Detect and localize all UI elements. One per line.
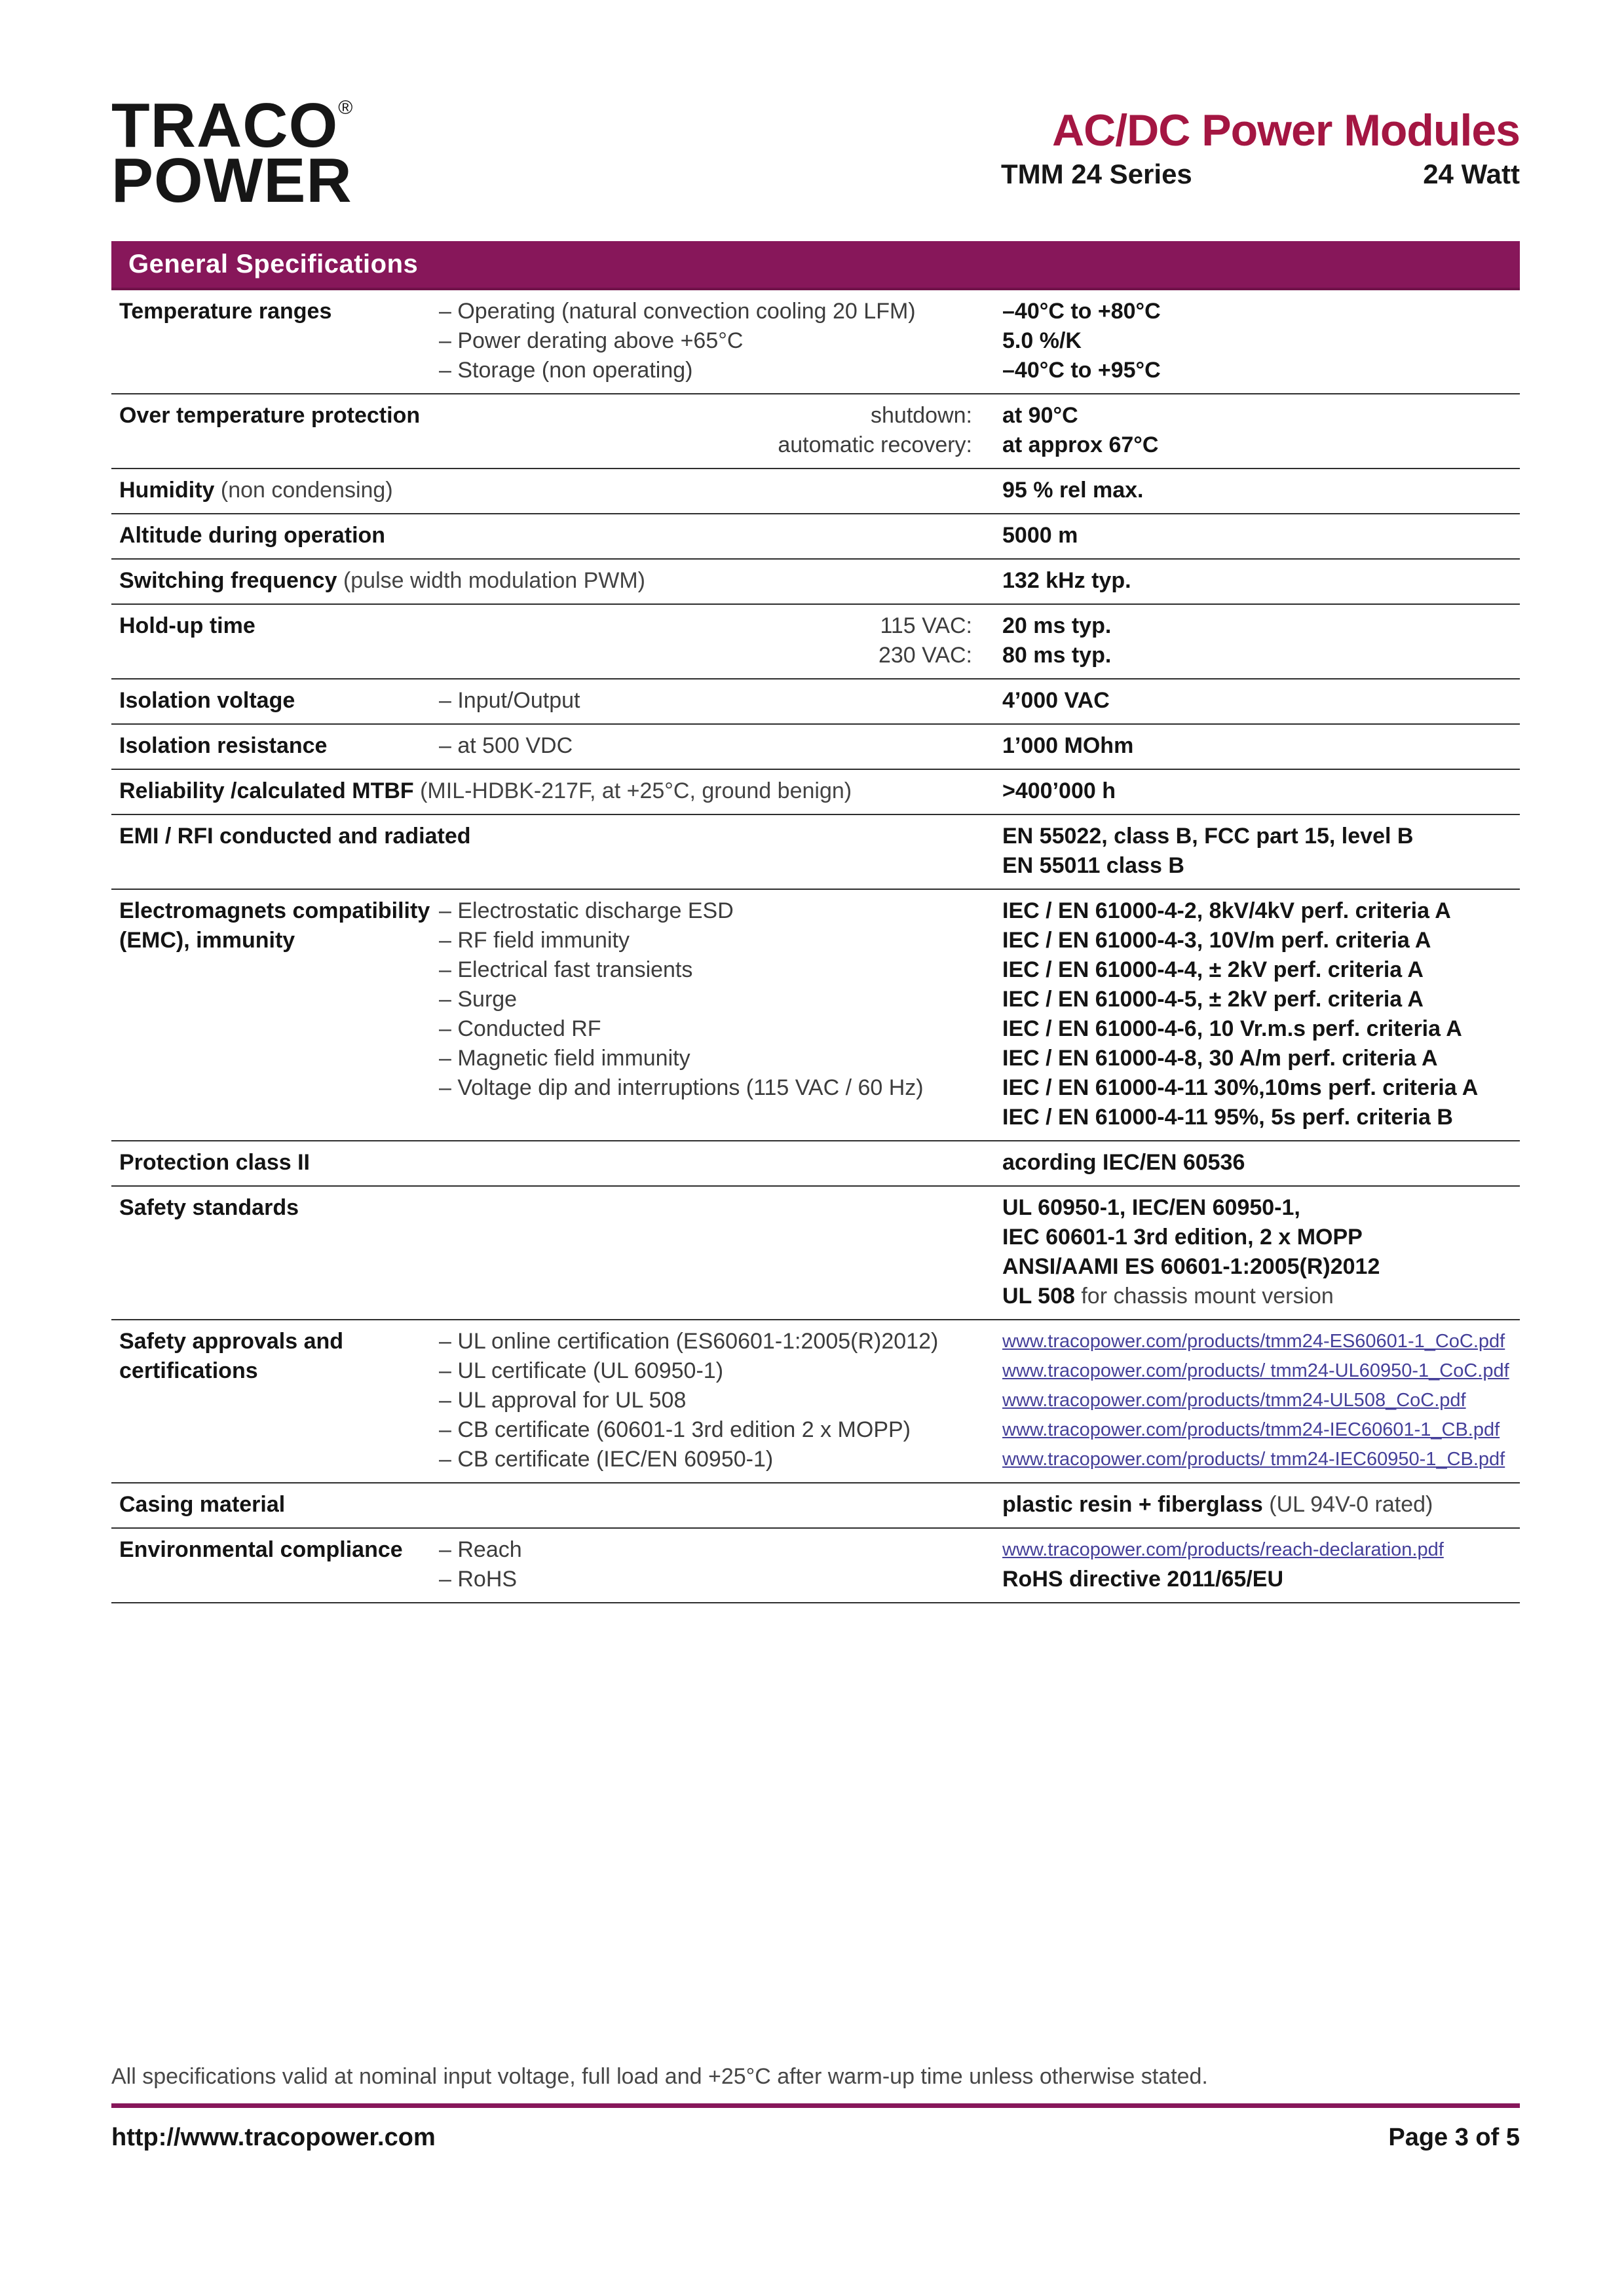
spec-label-cell	[111, 476, 989, 505]
spec-value-cell	[989, 896, 1520, 1132]
table-row	[111, 890, 1520, 1141]
spec-mid-line	[439, 1103, 989, 1132]
spec-label: Temperature ranges	[119, 299, 332, 324]
table-row	[111, 815, 1520, 890]
spec-mid-line: automatic recovery:	[778, 432, 972, 457]
spec-value-cell	[989, 566, 1520, 596]
spec-value-line: IEC / EN 61000-4-11 30%,10ms perf. criteria A	[1002, 1075, 1479, 1100]
traco-power-logo	[111, 90, 354, 216]
spec-label: Altitude during operation	[119, 523, 386, 548]
spec-value-cell	[989, 686, 1520, 716]
spec-label: Isolation resistance	[119, 733, 328, 758]
spec-mid-cell	[439, 297, 989, 385]
spec-label-cell	[111, 686, 439, 716]
spec-table	[111, 290, 1520, 1603]
spec-value-cell	[989, 1490, 1520, 1520]
wattage-label: 24 Watt	[1423, 159, 1520, 189]
table-row	[111, 1529, 1520, 1603]
spec-label: Electromagnets compatibility	[119, 898, 430, 923]
spec-value-cell	[989, 731, 1520, 761]
table-row	[111, 290, 1520, 394]
spec-value-cell	[989, 476, 1520, 505]
series-label: TMM 24 Series	[1001, 159, 1192, 189]
section-title: General Specifications	[128, 250, 419, 278]
spec-value-line: IEC / EN 61000-4-11 95%, 5s perf. criteria B	[1002, 1105, 1453, 1130]
table-row	[111, 560, 1520, 605]
spec-label: EMI / RFI conducted and radiated	[119, 824, 471, 849]
spec-value-cell	[989, 822, 1520, 881]
spec-mid-cell	[439, 896, 989, 1132]
spec-label: Hold-up time	[119, 613, 255, 638]
spec-label: Switching frequency	[119, 568, 337, 593]
spec-mid-line: – Input/Output	[439, 688, 580, 713]
spec-link[interactable]: www.tracopower.com/products/tmm24-ES60601-1_CoC.pdf	[1002, 1331, 1505, 1352]
spec-mid-line: – CB certificate (60601-1 3rd edition 2 x MOPP)	[439, 1417, 911, 1442]
spec-link[interactable]: www.tracopower.com/products/ tmm24-IEC60950-1_CB.pdf	[1002, 1449, 1505, 1470]
spec-mid-line: – Operating (natural convection cooling 20 LFM)	[439, 299, 916, 324]
spec-value-line: IEC / EN 61000-4-5, ± 2kV perf. criteria A	[1002, 987, 1424, 1012]
table-row	[111, 394, 1520, 469]
spec-value-note: for chassis mount version	[1074, 1284, 1334, 1309]
spec-mid-line: – UL approval for UL 508	[439, 1388, 687, 1413]
spec-value-line: UL 508 for chassis mount version	[1002, 1284, 1334, 1309]
spec-value-line: 80 ms typ.	[1002, 643, 1112, 668]
spec-mid-line: – Storage (non operating)	[439, 358, 693, 383]
spec-label: Humidity	[119, 478, 215, 503]
spec-label-cell	[111, 1148, 989, 1177]
spec-label-note: (MIL-HDBK-217F, at +25°C, ground benign)	[413, 778, 852, 803]
spec-value-line: plastic resin + fiberglass (UL 94V-0 rated)	[1002, 1492, 1433, 1517]
logo-line2: POWER	[111, 145, 352, 216]
spec-mid-line: 230 VAC:	[878, 643, 972, 668]
spec-value-line: acording IEC/EN 60536	[1002, 1150, 1245, 1175]
spec-mid-line: – RoHS	[439, 1567, 518, 1592]
table-row	[111, 1320, 1520, 1483]
spec-link[interactable]: www.tracopower.com/products/tmm24-UL508_CoC.pdf	[1002, 1390, 1466, 1411]
spec-value-cell	[989, 401, 1520, 460]
section-header-bar	[111, 241, 1520, 290]
spec-mid-cell	[439, 686, 989, 716]
spec-value-cell	[989, 1535, 1520, 1594]
spec-value-line: IEC / EN 61000-4-2, 8kV/4kV perf. criteria A	[1002, 898, 1451, 923]
spec-value-line: >400’000 h	[1002, 778, 1116, 803]
spec-value-cell	[989, 1327, 1520, 1474]
spec-label: Protection class II	[119, 1150, 310, 1175]
spec-value-line: at 90°C	[1002, 403, 1078, 428]
spec-value-line: –40°C to +80°C	[1002, 299, 1161, 324]
spec-value-line: UL 60950-1, IEC/EN 60950-1,	[1002, 1195, 1300, 1220]
spec-mid-line: – UL online certification (ES60601-1:2005(R)2012)	[439, 1329, 939, 1354]
table-row	[111, 469, 1520, 514]
spec-mid-line: – Magnetic field immunity	[439, 1046, 690, 1071]
footnote: All specifications valid at nominal input voltage, full load and +25°C after warm-up time unless otherwise stated.	[111, 2064, 1208, 2089]
table-row	[111, 1141, 1520, 1187]
spec-label-cell	[111, 822, 989, 881]
registered-mark: ®	[338, 97, 354, 119]
spec-value-line: IEC / EN 61000-4-6, 10 Vr.m.s perf. criteria A	[1002, 1016, 1462, 1041]
spec-value-line: EN 55011 class B	[1002, 853, 1184, 878]
spec-mid-line: – Electrostatic discharge ESD	[439, 898, 734, 923]
spec-value-cell	[989, 776, 1520, 806]
spec-mid-line: – UL certificate (UL 60950-1)	[439, 1358, 724, 1383]
spec-label: Safety approvals and certifications	[119, 1329, 344, 1383]
spec-value-line: 5000 m	[1002, 523, 1078, 548]
spec-value-note: (UL 94V-0 rated)	[1262, 1492, 1433, 1517]
page-footer	[111, 2122, 1520, 2152]
table-row	[111, 770, 1520, 815]
spec-value-cell	[989, 1193, 1520, 1311]
spec-value-line: 20 ms typ.	[1002, 613, 1112, 638]
header-title-block	[1001, 107, 1520, 190]
spec-mid-line: – Surge	[439, 987, 518, 1012]
spec-mid-line: – Power derating above +65°C	[439, 328, 744, 353]
spec-value-line: 5.0 %/K	[1002, 328, 1082, 353]
spec-mid-line: – Voltage dip and interruptions (115 VAC / 60 Hz)	[439, 1075, 924, 1100]
spec-mid-line: – RF field immunity	[439, 928, 630, 953]
spec-label-cell	[111, 776, 989, 806]
logo-line1: TRACO®	[111, 90, 354, 161]
spec-mid-cell	[439, 731, 989, 761]
spec-label: Isolation voltage	[119, 688, 295, 713]
spec-value-line: IEC / EN 61000-4-3, 10V/m perf. criteria A	[1002, 928, 1431, 953]
spec-label-cell	[111, 1490, 989, 1520]
spec-mid-line: – CB certificate (IEC/EN 60950-1)	[439, 1447, 774, 1472]
spec-mid-line: – at 500 VDC	[439, 733, 573, 758]
table-row	[111, 605, 1520, 679]
spec-label-cell	[111, 521, 989, 550]
footer-url-link[interactable]: http://www.tracopower.com	[111, 2124, 436, 2151]
spec-value-line: 4’000 VAC	[1002, 688, 1110, 713]
spec-value-line: IEC / EN 61000-4-4, ± 2kV perf. criteria A	[1002, 957, 1424, 982]
spec-value-line: at approx 67°C	[1002, 432, 1159, 457]
spec-value-line: 95 % rel max.	[1002, 478, 1144, 503]
table-row	[111, 1483, 1520, 1529]
spec-label: Environmental compliance	[119, 1537, 403, 1562]
footer-rule	[111, 2103, 1520, 2108]
spec-mid-line: shutdown:	[871, 403, 972, 428]
spec-link[interactable]: www.tracopower.com/products/tmm24-IEC60601-1_CB.pdf	[1002, 1419, 1500, 1440]
spec-value-line: EN 55022, class B, FCC part 15, level B	[1002, 824, 1414, 849]
page-number: Page 3 of 5	[1388, 2124, 1520, 2151]
table-row	[111, 679, 1520, 725]
spec-value-line: ANSI/AAMI ES 60601-1:2005(R)2012	[1002, 1254, 1380, 1279]
document-title: AC/DC Power Modules	[1052, 105, 1520, 155]
table-row	[111, 1187, 1520, 1320]
spec-label-note: (non condensing)	[214, 478, 393, 503]
spec-value-line: IEC 60601-1 3rd edition, 2 x MOPP	[1002, 1225, 1363, 1250]
spec-label-cell	[111, 1327, 439, 1474]
spec-label-note: (pulse width modulation PWM)	[337, 568, 646, 593]
spec-label-cell	[111, 401, 439, 460]
spec-label-cell	[111, 731, 439, 761]
spec-mid-cell	[439, 1327, 989, 1474]
spec-label-cell	[111, 297, 439, 385]
spec-label: Safety standards	[119, 1195, 299, 1220]
spec-label: Casing material	[119, 1492, 286, 1517]
spec-value-cell	[989, 521, 1520, 550]
spec-value-line: 1’000 MOhm	[1002, 733, 1134, 758]
spec-label-cell	[111, 566, 989, 596]
spec-label: Reliability /calculated MTBF	[119, 778, 414, 803]
spec-value-line: –40°C to +95°C	[1002, 358, 1161, 383]
spec-label: Over temperature protection	[119, 403, 421, 428]
spec-link[interactable]: www.tracopower.com/products/reach-declaration.pdf	[1002, 1539, 1444, 1560]
spec-mid-line: – Reach	[439, 1537, 522, 1562]
spec-label-line2: (EMC), immunity	[119, 928, 295, 953]
spec-value-line: 132 kHz typ.	[1002, 568, 1131, 593]
table-row	[111, 514, 1520, 560]
spec-label-cell	[111, 1535, 439, 1594]
spec-label-cell	[111, 611, 439, 670]
spec-value-line: IEC / EN 61000-4-8, 30 A/m perf. criteria A	[1002, 1046, 1438, 1071]
spec-mid-line: – Electrical fast transients	[439, 957, 693, 982]
spec-label-cell	[111, 896, 439, 1132]
page-header	[111, 90, 1520, 216]
spec-value-line: RoHS directive 2011/65/EU	[1002, 1567, 1284, 1592]
spec-mid-cell	[439, 401, 989, 460]
spec-mid-line: – Conducted RF	[439, 1016, 601, 1041]
spec-value-cell	[989, 297, 1520, 385]
series-row	[1001, 159, 1520, 190]
table-row	[111, 725, 1520, 770]
spec-mid-cell	[439, 611, 989, 670]
spec-value-cell	[989, 1148, 1520, 1177]
spec-link[interactable]: www.tracopower.com/products/ tmm24-UL60950-1_CoC.pdf	[1002, 1360, 1509, 1381]
spec-value-cell	[989, 611, 1520, 670]
spec-mid-cell	[439, 1535, 989, 1594]
spec-label-cell	[111, 1193, 989, 1311]
spec-mid-line: 115 VAC:	[880, 613, 972, 638]
